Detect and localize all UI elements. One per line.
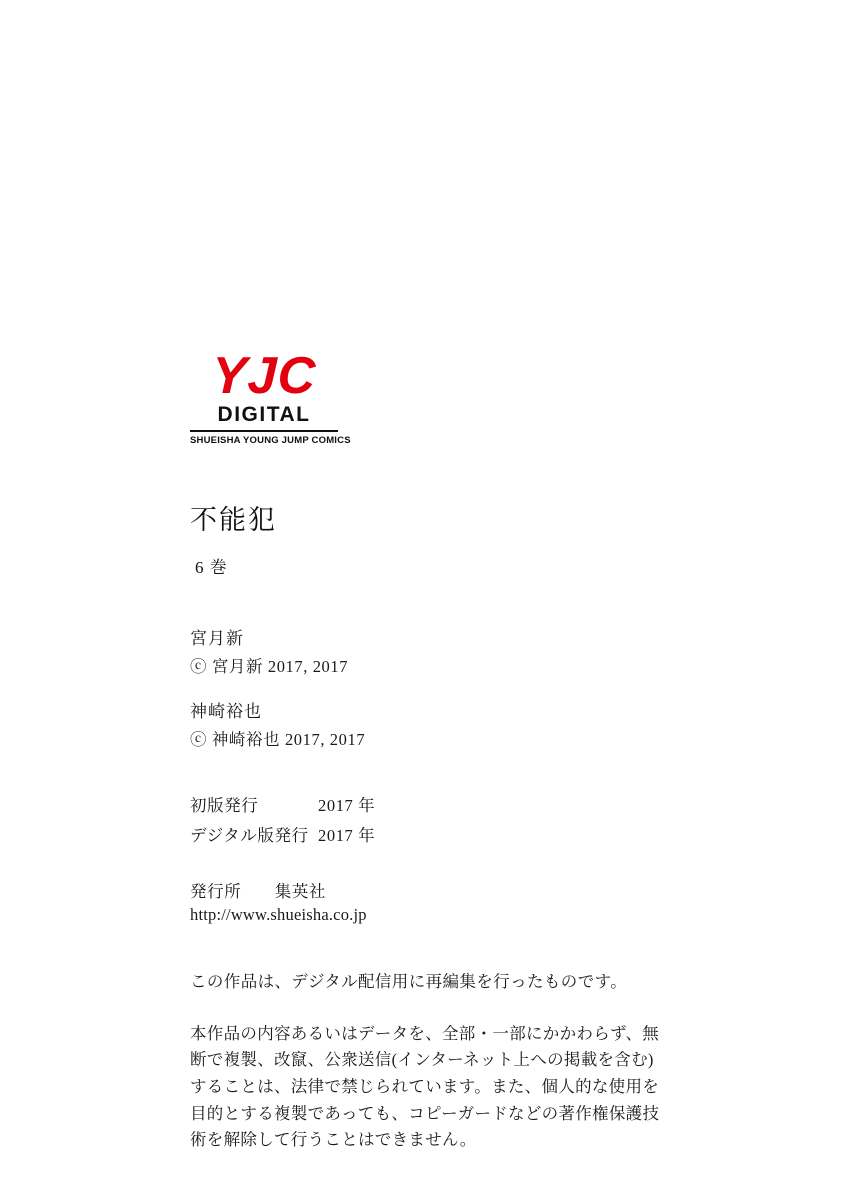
publisher-url[interactable]: http://www.shueisha.co.jp bbox=[190, 905, 367, 925]
digital-edition-date: 2017 年 bbox=[318, 826, 376, 846]
publisher-line bbox=[190, 878, 690, 902]
credit-artist bbox=[190, 697, 690, 750]
book-title: 不能犯 bbox=[190, 505, 277, 536]
credit-author bbox=[190, 624, 690, 677]
artist-copyright: ⓒ 神崎裕也 2017, 2017 bbox=[190, 730, 366, 750]
logo-divider bbox=[190, 430, 338, 432]
spacer bbox=[190, 770, 690, 792]
logo-wordmark: YJC bbox=[210, 347, 318, 405]
logo-subtitle: DIGITAL bbox=[217, 402, 311, 426]
spacer bbox=[190, 852, 690, 878]
logo-caption: SHUEISHA YOUNG JUMP COMICS bbox=[190, 435, 351, 447]
artist-name: 神崎裕也 bbox=[190, 702, 262, 722]
first-edition-line bbox=[190, 792, 690, 816]
book-volume: 6 巻 bbox=[195, 558, 228, 578]
reedit-note: この作品は、デジタル配信用に再編集を行ったものです。 bbox=[190, 972, 628, 992]
publisher-name: 集英社 bbox=[274, 882, 327, 902]
author-name: 宮月新 bbox=[190, 629, 244, 649]
yjc-digital-logo bbox=[190, 347, 351, 447]
digital-edition-line bbox=[190, 822, 690, 846]
colophon-content bbox=[190, 347, 690, 1154]
spacer bbox=[190, 925, 690, 969]
first-edition-date: 2017 年 bbox=[318, 796, 376, 816]
legal-notice: 本作品の内容あるいはデータを、全部・一部にかかわらず、無断で複製、改竄、公衆送信(インターネット上への掲載を含む)することは、法律で禁じられています。また、個人的な使用を目的とする複製であっても、コピーガードなどの著作権保護技術を解除して行うことはできません。 bbox=[190, 1023, 660, 1150]
digital-edition-label: デジタル版発行 bbox=[190, 826, 309, 846]
author-copyright: ⓒ 宮月新 2017, 2017 bbox=[190, 657, 349, 677]
publisher-label: 発行所 bbox=[190, 882, 242, 902]
first-edition-label: 初版発行 bbox=[190, 796, 259, 816]
